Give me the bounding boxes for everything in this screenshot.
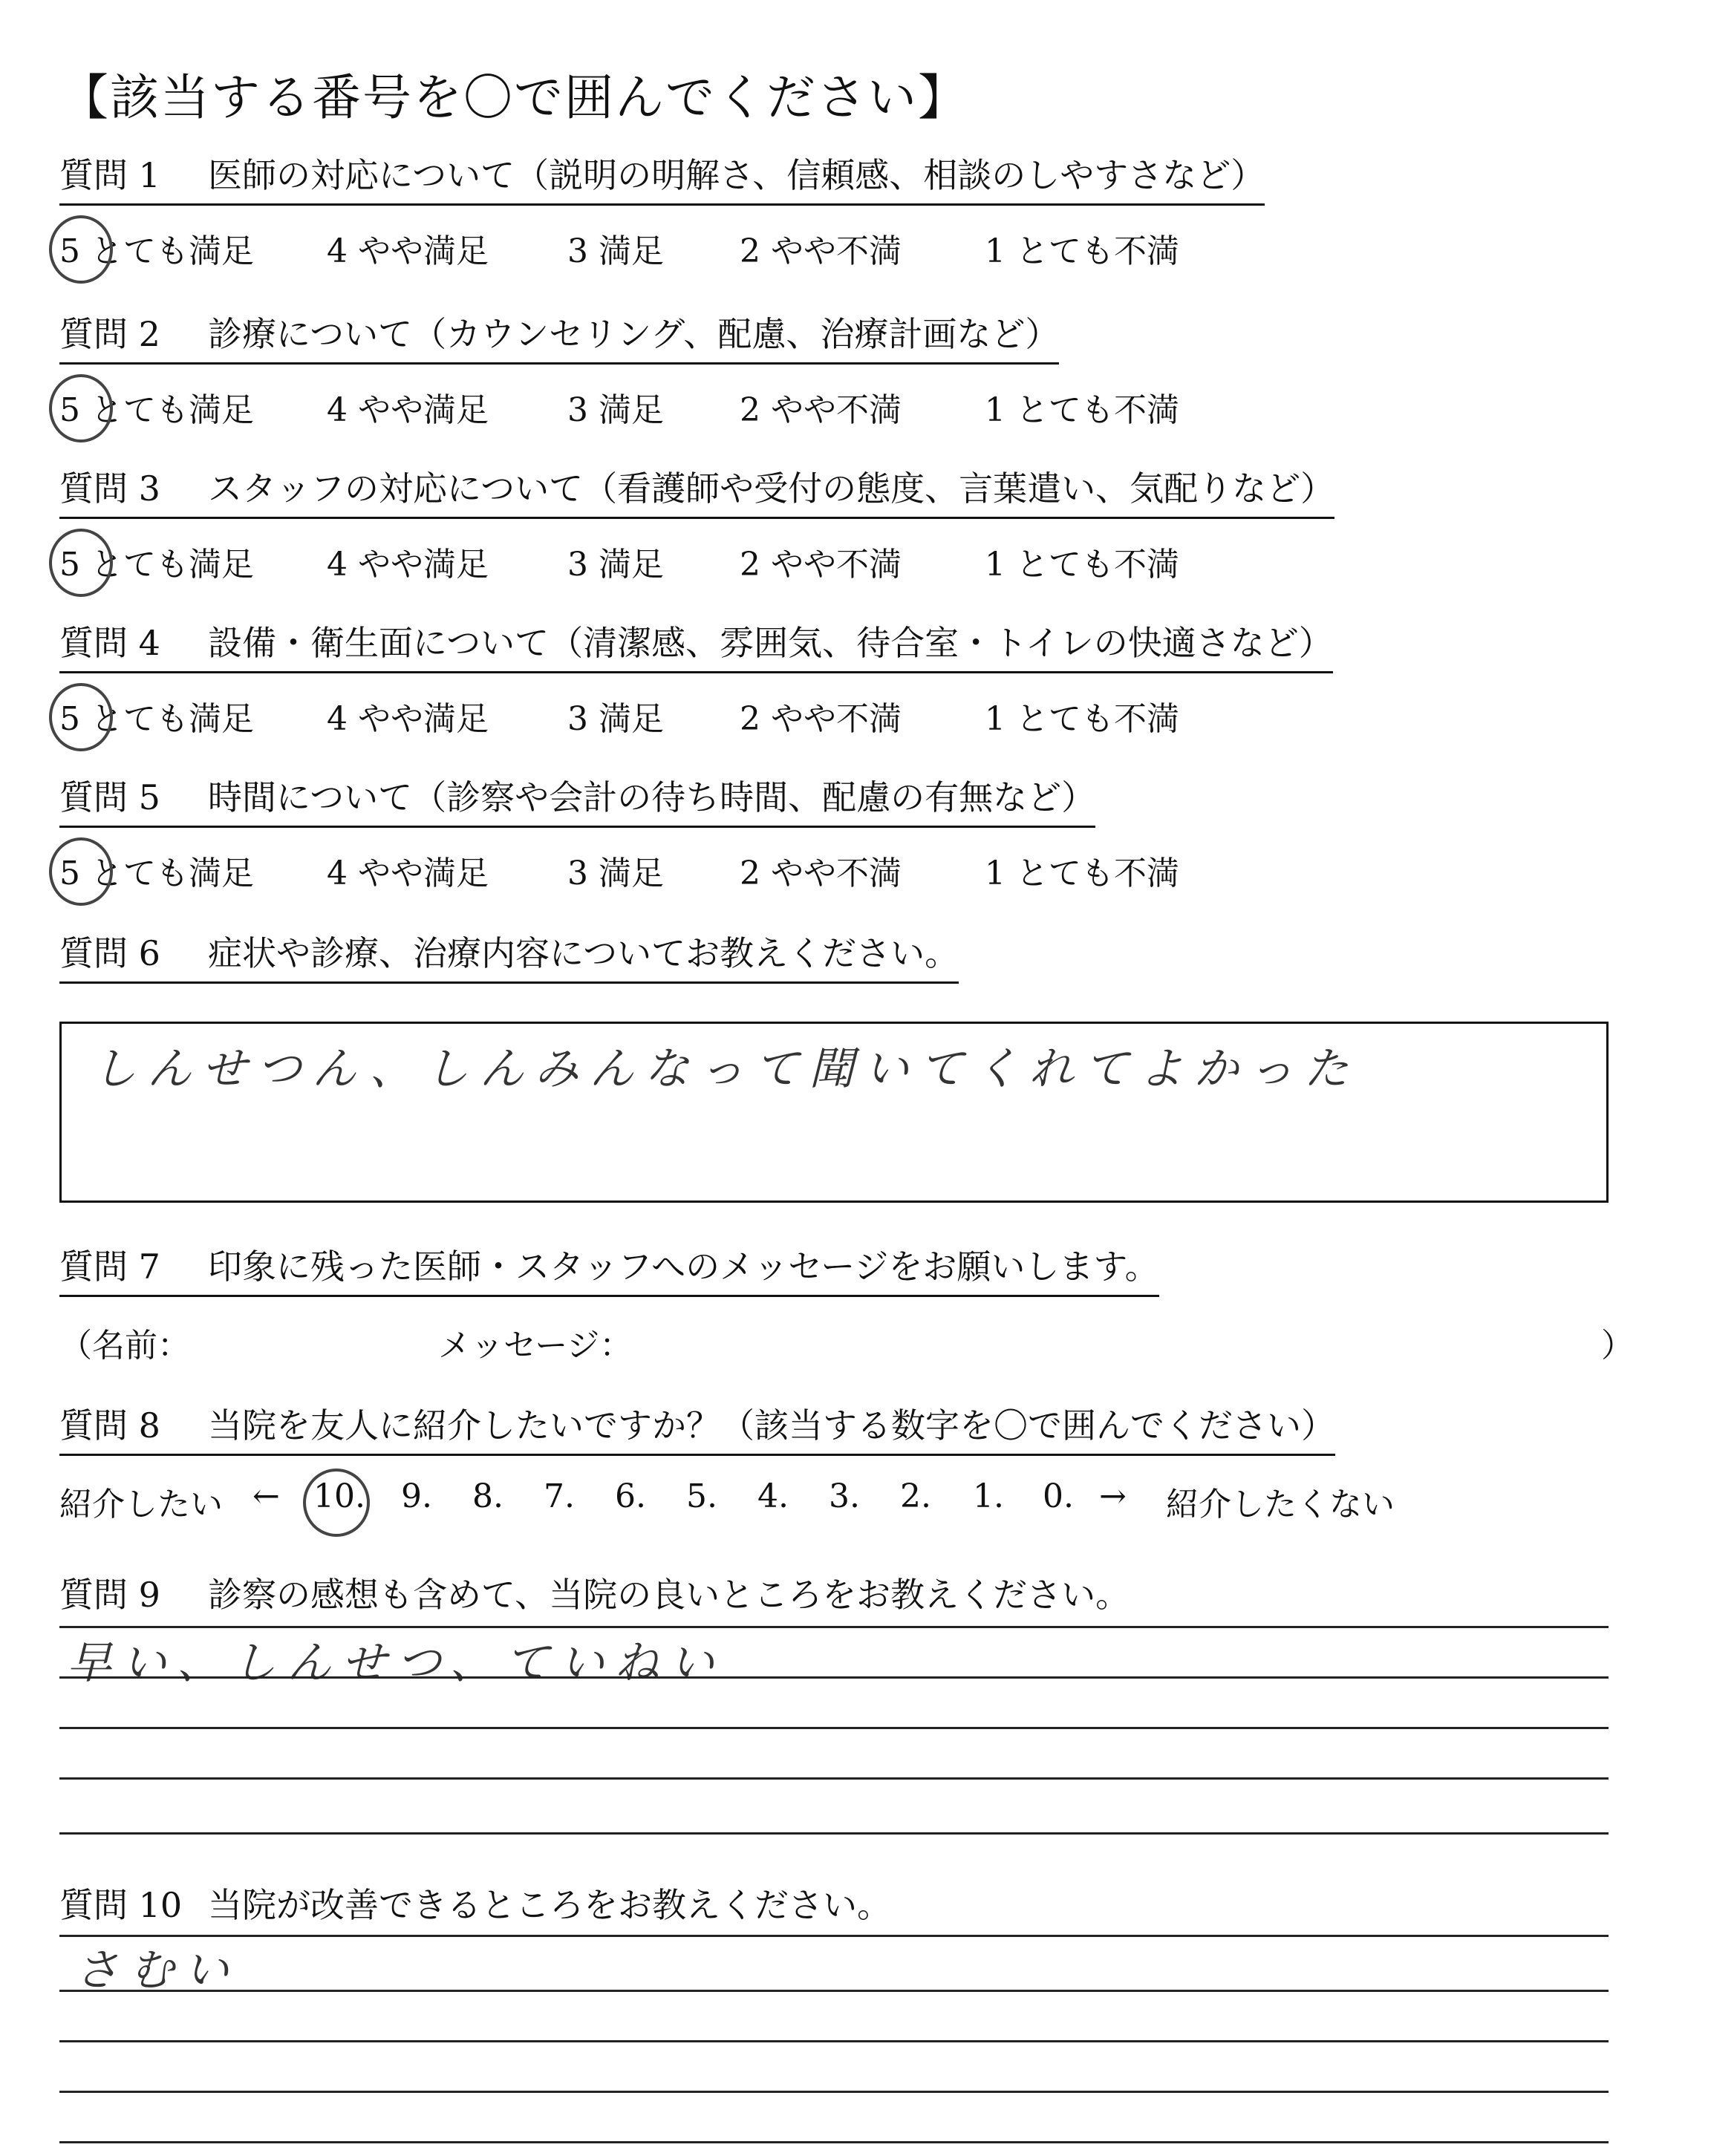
answer-line xyxy=(59,1935,1609,1937)
question-8-heading xyxy=(59,1403,1335,1456)
question-number: 質問 1 xyxy=(59,155,160,195)
rating-option[interactable]: 2 やや不満 xyxy=(740,232,902,270)
rating-option[interactable]: 5 とても満足 xyxy=(59,855,254,892)
scale-option[interactable]: 1. xyxy=(973,1477,1004,1515)
answer-line xyxy=(59,1832,1609,1835)
selection-circle xyxy=(303,1469,370,1537)
scale-option[interactable]: 4. xyxy=(757,1477,789,1515)
rating-option[interactable]: 1 とても不満 xyxy=(985,546,1179,584)
recommend-label: 紹介したい xyxy=(59,1486,223,1523)
question-number: 質問 7 xyxy=(59,1247,160,1287)
closing-paren: ） xyxy=(1601,1327,1634,1365)
rating-option[interactable]: 4 やや満足 xyxy=(327,855,489,892)
scale-option[interactable]: 0. xyxy=(1043,1477,1074,1515)
rating-option[interactable]: 2 やや不満 xyxy=(740,546,902,584)
question-6-heading xyxy=(59,931,959,984)
scale-option[interactable]: 8. xyxy=(472,1477,503,1515)
question-10-heading xyxy=(59,1883,891,1927)
question-text: 当院を友人に紹介したいですか？（該当する数字を〇で囲んでください） xyxy=(208,1405,1335,1446)
rating-option[interactable]: 5 とても満足 xyxy=(59,232,254,270)
question-text: 時間について（診察や会計の待ち時間、配慮の有無など） xyxy=(208,777,1096,817)
question-7-heading xyxy=(59,1244,1159,1297)
rating-option[interactable]: 3 満足 xyxy=(567,855,664,892)
page-title: 【該当する番号を〇で囲んでください】 xyxy=(59,69,968,126)
question-2-heading xyxy=(59,312,1059,365)
rating-option[interactable]: 1 とても不満 xyxy=(985,700,1179,738)
question-number: 質問 5 xyxy=(59,777,160,817)
scale-option[interactable]: 6. xyxy=(615,1477,646,1515)
rating-option[interactable]: 4 やや満足 xyxy=(327,546,489,584)
scale-option[interactable]: 7. xyxy=(544,1477,575,1515)
question-9-handwritten-answer: 早い、しんせつ、ていねい xyxy=(67,1637,725,1689)
answer-line xyxy=(59,2141,1609,2143)
answer-line xyxy=(59,2040,1609,2042)
left-arrow: ← xyxy=(252,1477,280,1515)
rating-option[interactable]: 5 とても満足 xyxy=(59,391,254,429)
rating-option[interactable]: 5 とても満足 xyxy=(59,546,254,584)
rating-option[interactable]: 1 とても不満 xyxy=(985,232,1179,270)
question-number: 質問 9 xyxy=(59,1575,160,1615)
answer-line xyxy=(59,2091,1609,2093)
scale-option[interactable]: 3. xyxy=(829,1477,860,1515)
rating-option[interactable]: 2 やや不満 xyxy=(740,700,902,738)
question-3-heading xyxy=(59,466,1334,519)
question-number: 質問 2 xyxy=(59,314,160,354)
question-text: 設備・衛生面について（清潔感、雰囲気、待合室・トイレの快適さなど） xyxy=(208,623,1333,663)
rating-option[interactable]: 5 とても満足 xyxy=(59,700,254,738)
question-number: 質問 4 xyxy=(59,623,160,663)
question-5-heading xyxy=(59,775,1095,828)
scale-option[interactable]: 9. xyxy=(401,1477,432,1515)
selection-circle xyxy=(49,215,113,284)
question-text: 印象に残った医師・スタッフへのメッセージをお願いします。 xyxy=(208,1247,1159,1287)
rating-option[interactable]: 4 やや満足 xyxy=(327,232,489,270)
answer-line xyxy=(59,1990,1609,1992)
question-text: 診療について（カウンセリング、配慮、治療計画など） xyxy=(208,314,1060,354)
rating-option[interactable]: 3 満足 xyxy=(567,232,664,270)
question-4-heading xyxy=(59,621,1333,673)
question-6-handwritten-answer: しんせつん、しんみんなって聞いてくれてよかった xyxy=(92,1043,1359,1095)
answer-line xyxy=(59,1727,1609,1729)
rating-option[interactable]: 1 とても不満 xyxy=(985,855,1179,892)
question-number: 質問 3 xyxy=(59,468,160,509)
rating-option[interactable]: 3 満足 xyxy=(567,546,664,584)
rating-option[interactable]: 2 やや不満 xyxy=(740,391,902,429)
scale-option[interactable]: 5. xyxy=(686,1477,717,1515)
question-text: 症状や診療、治療内容についてお教えください。 xyxy=(208,933,959,973)
question-text: 医師の対応について（説明の明解さ、信頼感、相談のしやすさなど） xyxy=(208,155,1265,195)
selection-circle xyxy=(49,529,113,597)
question-1-heading xyxy=(59,153,1265,206)
selection-circle xyxy=(49,683,113,751)
selection-circle xyxy=(49,837,113,906)
question-text: スタッフの対応について（看護師や受付の態度、言葉遣い、気配りなど） xyxy=(208,468,1335,509)
answer-line xyxy=(59,1777,1609,1780)
question-number: 質問 6 xyxy=(59,933,160,973)
not-recommend-label: 紹介したくない xyxy=(1166,1486,1395,1523)
answer-line xyxy=(59,1676,1609,1679)
scale-option[interactable]: 2. xyxy=(900,1477,931,1515)
question-text: 診察の感想も含めて、当院の良いところをお教えください。 xyxy=(208,1575,1130,1615)
question-number: 質問 8 xyxy=(59,1405,160,1446)
question-10-handwritten-answer: さむい xyxy=(74,1944,239,1996)
rating-option[interactable]: 3 満足 xyxy=(567,700,664,738)
selection-circle xyxy=(49,374,113,442)
right-arrow: → xyxy=(1099,1477,1127,1515)
rating-option[interactable]: 4 やや満足 xyxy=(327,700,489,738)
rating-option[interactable]: 3 満足 xyxy=(567,391,664,429)
rating-option[interactable]: 1 とても不満 xyxy=(985,391,1179,429)
message-label: メッセージ： xyxy=(438,1327,633,1365)
rating-option[interactable]: 4 やや満足 xyxy=(327,391,489,429)
rating-option[interactable]: 2 やや不満 xyxy=(740,855,902,892)
name-label: （名前： xyxy=(59,1327,190,1365)
question-9-heading xyxy=(59,1572,1130,1617)
question-text: 当院が改善できるところをお教えください。 xyxy=(208,1885,891,1925)
scale-option[interactable]: 10. xyxy=(313,1477,365,1515)
question-number: 質問 10 xyxy=(59,1885,183,1925)
